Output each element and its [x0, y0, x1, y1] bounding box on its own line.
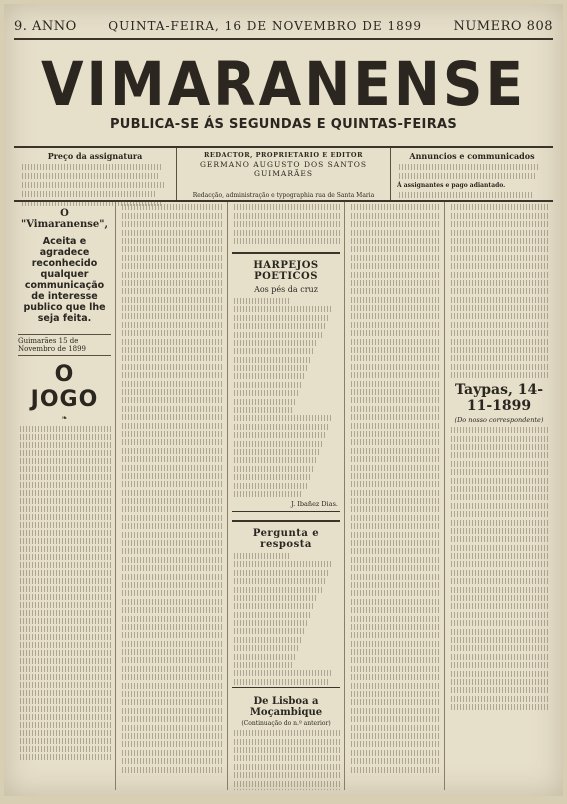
advertising-title: Annuncios e communicados: [409, 151, 535, 161]
text-line: [232, 340, 318, 346]
text-line: [120, 515, 223, 521]
text-line: [232, 390, 299, 396]
text-line: [449, 246, 549, 252]
text-line: [349, 305, 440, 311]
text-line: [349, 691, 440, 697]
text-line: [449, 704, 549, 710]
text-line: [449, 587, 549, 593]
text-line: [449, 238, 549, 244]
text-line: [120, 221, 223, 227]
text-line: [349, 683, 440, 689]
text-line: [449, 469, 549, 475]
lisboa-title: De Lisboa a Moçambique: [249, 696, 323, 719]
article-body-5-top: [449, 204, 549, 378]
text-line: [449, 478, 549, 484]
text-line: [120, 574, 223, 580]
text-line: [349, 599, 440, 605]
text-line: [232, 645, 299, 651]
text-line: [232, 772, 340, 778]
text-line: [349, 741, 440, 747]
question-title: Pergunta e resposta: [252, 527, 320, 550]
text-line: [449, 427, 549, 433]
text-line: [120, 716, 223, 722]
column-3: [228, 202, 345, 790]
editor-name: GERMANO AUGUSTO DOS SANTOS GUIMARÃES: [199, 160, 368, 178]
text-line: [120, 255, 223, 261]
text-line: [349, 641, 440, 647]
text-line: [232, 230, 340, 236]
text-line: [232, 382, 302, 388]
text-line: [449, 272, 549, 278]
article-body-2: [120, 204, 223, 772]
text-line: [120, 280, 223, 286]
text-line: [120, 691, 223, 697]
text-line: [349, 431, 440, 437]
text-line: [449, 221, 549, 227]
text-line: [120, 557, 223, 563]
text-line: [120, 439, 223, 445]
text-line: [120, 456, 223, 462]
text-line: [349, 548, 440, 554]
text-line: [120, 699, 223, 705]
text-line: [120, 590, 223, 596]
text-line: [349, 339, 440, 345]
newspaper-page: [4, 4, 563, 796]
publication-schedule: PUBLICA-SE ÁS SEGUNDAS E QUINTAS-FEIRAS: [109, 117, 458, 132]
text-line: [232, 357, 312, 363]
text-line: [120, 313, 223, 319]
year-label: 9. ANNO: [14, 18, 77, 34]
text-line: [449, 313, 549, 319]
text-line: [349, 355, 440, 361]
text-line: [349, 238, 440, 244]
text-line: [232, 662, 292, 668]
text-line: [349, 465, 440, 471]
text-line: [449, 347, 549, 353]
text-line: [349, 574, 440, 580]
text-line: [449, 595, 549, 601]
text-line: [232, 628, 305, 634]
text-line: [449, 662, 549, 668]
text-line: [349, 448, 440, 454]
section-title: O "Vimaranense",: [21, 208, 108, 230]
text-line: [449, 263, 549, 269]
text-line: [449, 280, 549, 286]
text-line: [232, 466, 313, 472]
text-line: [449, 204, 549, 210]
text-line: [349, 204, 440, 210]
text-line: [232, 204, 340, 210]
text-line: [349, 565, 440, 571]
subscription-title: Preço da assignatura: [47, 151, 143, 161]
text-line: [120, 725, 223, 731]
text-line: [232, 474, 310, 480]
text-line: [349, 313, 440, 319]
text-line: [349, 406, 440, 412]
text-line: [232, 332, 322, 338]
text-line: [120, 683, 223, 689]
text-line: [349, 616, 440, 622]
text-line: [232, 578, 325, 584]
text-line: [349, 758, 440, 764]
text-line: [120, 632, 223, 638]
text-line: [232, 238, 340, 244]
text-line: [120, 548, 223, 554]
text-line: [349, 624, 440, 630]
text-line: [120, 246, 223, 252]
text-line: [120, 750, 223, 756]
text-line: [120, 288, 223, 294]
text-line: [232, 298, 291, 304]
text-line: [349, 590, 440, 596]
text-line: [232, 424, 329, 430]
text-line: [349, 506, 440, 512]
text-line: [449, 545, 549, 551]
text-line: [232, 654, 296, 660]
column-5: [445, 202, 553, 790]
text-line: [120, 230, 223, 236]
text-line: [120, 473, 223, 479]
lisboa-body: [232, 730, 340, 790]
text-line: [232, 373, 305, 379]
editor-box: [177, 148, 390, 200]
text-line: [120, 339, 223, 345]
text-line: [120, 624, 223, 630]
text-line: [120, 666, 223, 672]
text-line: [349, 490, 440, 496]
text-line: [349, 439, 440, 445]
text-line: [120, 481, 223, 487]
issue-date: QUINTA-FEIRA, 16 DE NOVEMBRO DE 1899: [108, 19, 423, 33]
text-line: [120, 607, 223, 613]
text-line: [232, 315, 328, 321]
text-line: [349, 255, 440, 261]
text-line: [349, 540, 440, 546]
text-line: [349, 280, 440, 286]
text-line: [232, 306, 331, 312]
text-line: [349, 523, 440, 529]
text-line: [120, 758, 223, 764]
top-line: [14, 14, 553, 40]
text-line: [232, 670, 332, 676]
text-line: [449, 553, 549, 559]
text-line: [120, 364, 223, 370]
newspaper-title: VIMARANENSE: [40, 48, 527, 120]
text-line: [120, 347, 223, 353]
text-line: [120, 641, 223, 647]
advertising-box: [390, 148, 553, 200]
text-line: [449, 444, 549, 450]
text-line: [120, 649, 223, 655]
text-line: [449, 322, 549, 328]
question-body: [232, 553, 340, 685]
text-line: [232, 561, 331, 567]
text-line: [232, 449, 319, 455]
text-line: [232, 595, 318, 601]
text-line: [120, 523, 223, 529]
text-line: [449, 629, 549, 635]
text-line: [449, 520, 549, 526]
text-line: [449, 578, 549, 584]
text-line: [349, 347, 440, 353]
text-line: [349, 473, 440, 479]
text-line: [449, 255, 549, 261]
text-line: [349, 532, 440, 538]
text-line: [120, 397, 223, 403]
text-line: [120, 616, 223, 622]
text-line: [349, 272, 440, 278]
text-line: [232, 570, 328, 576]
text-line: [120, 582, 223, 588]
text-line: [120, 272, 223, 278]
text-line: [449, 671, 549, 677]
text-line: [120, 297, 223, 303]
text-line: [449, 637, 549, 643]
text-line: [120, 540, 223, 546]
text-line: [232, 491, 303, 497]
text-line: [120, 532, 223, 538]
text-line: [349, 674, 440, 680]
text-line: [349, 582, 440, 588]
text-line: [349, 557, 440, 563]
text-line: [120, 414, 223, 420]
text-line: [349, 725, 440, 731]
subscription-text: [20, 164, 170, 206]
text-line: [120, 213, 223, 219]
poem-section-title: HARPEJOS POETICOS: [253, 259, 319, 282]
text-line: [449, 486, 549, 492]
text-line: [120, 406, 223, 412]
text-line: [349, 632, 440, 638]
text-line: [449, 230, 549, 236]
text-line: [449, 355, 549, 361]
column-2: [116, 202, 228, 790]
text-line: [120, 599, 223, 605]
text-line: [232, 221, 340, 227]
text-line: [449, 494, 549, 500]
text-line: [120, 431, 223, 437]
lisboa-subtitle: (Continuação do n.º anterior): [241, 720, 331, 728]
article-body-5-bottom: [449, 427, 549, 710]
text-line: [449, 528, 549, 534]
text-line: [349, 481, 440, 487]
text-line: [120, 372, 223, 378]
text-line: [349, 221, 440, 227]
text-line: [232, 323, 325, 329]
text-line: [120, 355, 223, 361]
text-line: [232, 441, 323, 447]
text-line: [449, 603, 549, 609]
text-line: [232, 348, 315, 354]
text-line: [120, 238, 223, 244]
text-line: [349, 607, 440, 613]
column-4: [345, 202, 445, 790]
text-line: [120, 767, 223, 773]
text-line: [449, 696, 549, 702]
text-line: [349, 456, 440, 462]
text-line: [349, 246, 440, 252]
text-line: [449, 372, 549, 378]
text-line: [120, 657, 223, 663]
text-line: [232, 679, 329, 685]
text-line: [349, 498, 440, 504]
text-line: [349, 364, 440, 370]
text-line: [232, 365, 309, 371]
text-line: [449, 364, 549, 370]
text-line: [449, 339, 549, 345]
text-line: [449, 612, 549, 618]
text-line: [120, 733, 223, 739]
taypas-dateline: Taypas, 14-11-1899: [454, 382, 544, 415]
text-line: [349, 733, 440, 739]
text-line: [232, 730, 340, 736]
text-line: [232, 603, 315, 609]
dateline: Guimarães 15 de Novembro de 1899: [18, 334, 111, 356]
text-line: [120, 330, 223, 336]
text-line: [232, 457, 316, 463]
text-line: [120, 381, 223, 387]
article-body-4: [349, 204, 440, 772]
text-line: [349, 666, 440, 672]
text-line: [449, 213, 549, 219]
text-line: [232, 612, 312, 618]
text-line: [349, 699, 440, 705]
text-line: [449, 436, 549, 442]
text-line: [120, 741, 223, 747]
text-line: [449, 536, 549, 542]
text-line: [449, 461, 549, 467]
text-line: [232, 213, 340, 219]
editor-role: REDACTOR, PROPRIETARIO E EDITOR: [203, 151, 363, 159]
text-line: [449, 297, 549, 303]
text-line: [349, 230, 440, 236]
text-line: [232, 789, 340, 790]
text-line: [349, 297, 440, 303]
text-line: [449, 503, 549, 509]
call-to-action: Aceita e agradece reconhecido qualquer communicação de interesse publico que lhe seja feita.: [23, 236, 106, 324]
text-line: [349, 213, 440, 219]
text-line: [120, 490, 223, 496]
article-body-jogo: [18, 426, 111, 760]
text-line: [120, 322, 223, 328]
text-line: [232, 764, 340, 770]
office-address: Redacção, administração e typographia rua de Santa Maria: [192, 192, 375, 199]
article-body-3-top: [232, 204, 340, 244]
info-bar: [14, 146, 553, 202]
text-line: [232, 637, 302, 643]
poem-title: Aos pés da cruz: [254, 284, 318, 294]
text-line: [449, 330, 549, 336]
article-columns: [14, 202, 553, 790]
text-line: [120, 708, 223, 714]
text-line: [232, 620, 309, 626]
issue-number: NUMERO 808: [453, 18, 553, 34]
text-line: [349, 414, 440, 420]
text-line: [449, 620, 549, 626]
poem-box: [232, 252, 340, 512]
masthead: [4, 48, 563, 132]
text-line: [120, 498, 223, 504]
text-line: [232, 407, 292, 413]
text-line: [232, 755, 340, 761]
text-line: [232, 781, 340, 787]
text-line: [349, 330, 440, 336]
text-line: [449, 561, 549, 567]
text-line: [449, 570, 549, 576]
taypas-subtitle: (Do nosso correspondente): [454, 416, 544, 425]
text-line: [349, 372, 440, 378]
text-line: [120, 506, 223, 512]
text-line: [232, 553, 291, 559]
text-line: [232, 483, 307, 489]
text-line: [349, 397, 440, 403]
text-line: [232, 415, 332, 421]
text-line: [120, 565, 223, 571]
text-line: [120, 448, 223, 454]
text-line: [349, 389, 440, 395]
text-line: [232, 587, 322, 593]
text-line: [349, 423, 440, 429]
text-line: [349, 708, 440, 714]
text-line: [349, 657, 440, 663]
subscription-box: [14, 148, 177, 200]
text-line: [349, 381, 440, 387]
text-line: [120, 389, 223, 395]
question-box: [232, 520, 340, 688]
text-line: [449, 654, 549, 660]
headline: O JOGO: [30, 362, 99, 412]
poem-body: [232, 298, 340, 497]
text-line: [349, 716, 440, 722]
text-line: [349, 288, 440, 294]
ornament-icon: ❧: [61, 414, 68, 422]
text-line: [349, 750, 440, 756]
text-line: [449, 645, 549, 651]
text-line: [449, 305, 549, 311]
text-line: [349, 515, 440, 521]
text-line: [349, 767, 440, 773]
text-line: [120, 305, 223, 311]
text-line: [120, 204, 223, 210]
text-line: [449, 687, 549, 693]
text-line: [120, 423, 223, 429]
advertising-note: Á assignantes e pago adiantado.: [397, 182, 506, 189]
text-line: [349, 322, 440, 328]
text-line: [120, 263, 223, 269]
text-line: [449, 679, 549, 685]
text-line: [449, 452, 549, 458]
poem-author: J. Ibañez Dias.: [291, 499, 338, 508]
text-line: [232, 432, 326, 438]
column-1: [14, 202, 116, 790]
text-line: [120, 465, 223, 471]
text-line: [349, 649, 440, 655]
text-line: [449, 511, 549, 517]
text-line: [232, 399, 296, 405]
text-line: [232, 747, 340, 753]
text-line: [232, 739, 340, 745]
text-line: [349, 263, 440, 269]
text-line: [120, 674, 223, 680]
text-line: [449, 288, 549, 294]
